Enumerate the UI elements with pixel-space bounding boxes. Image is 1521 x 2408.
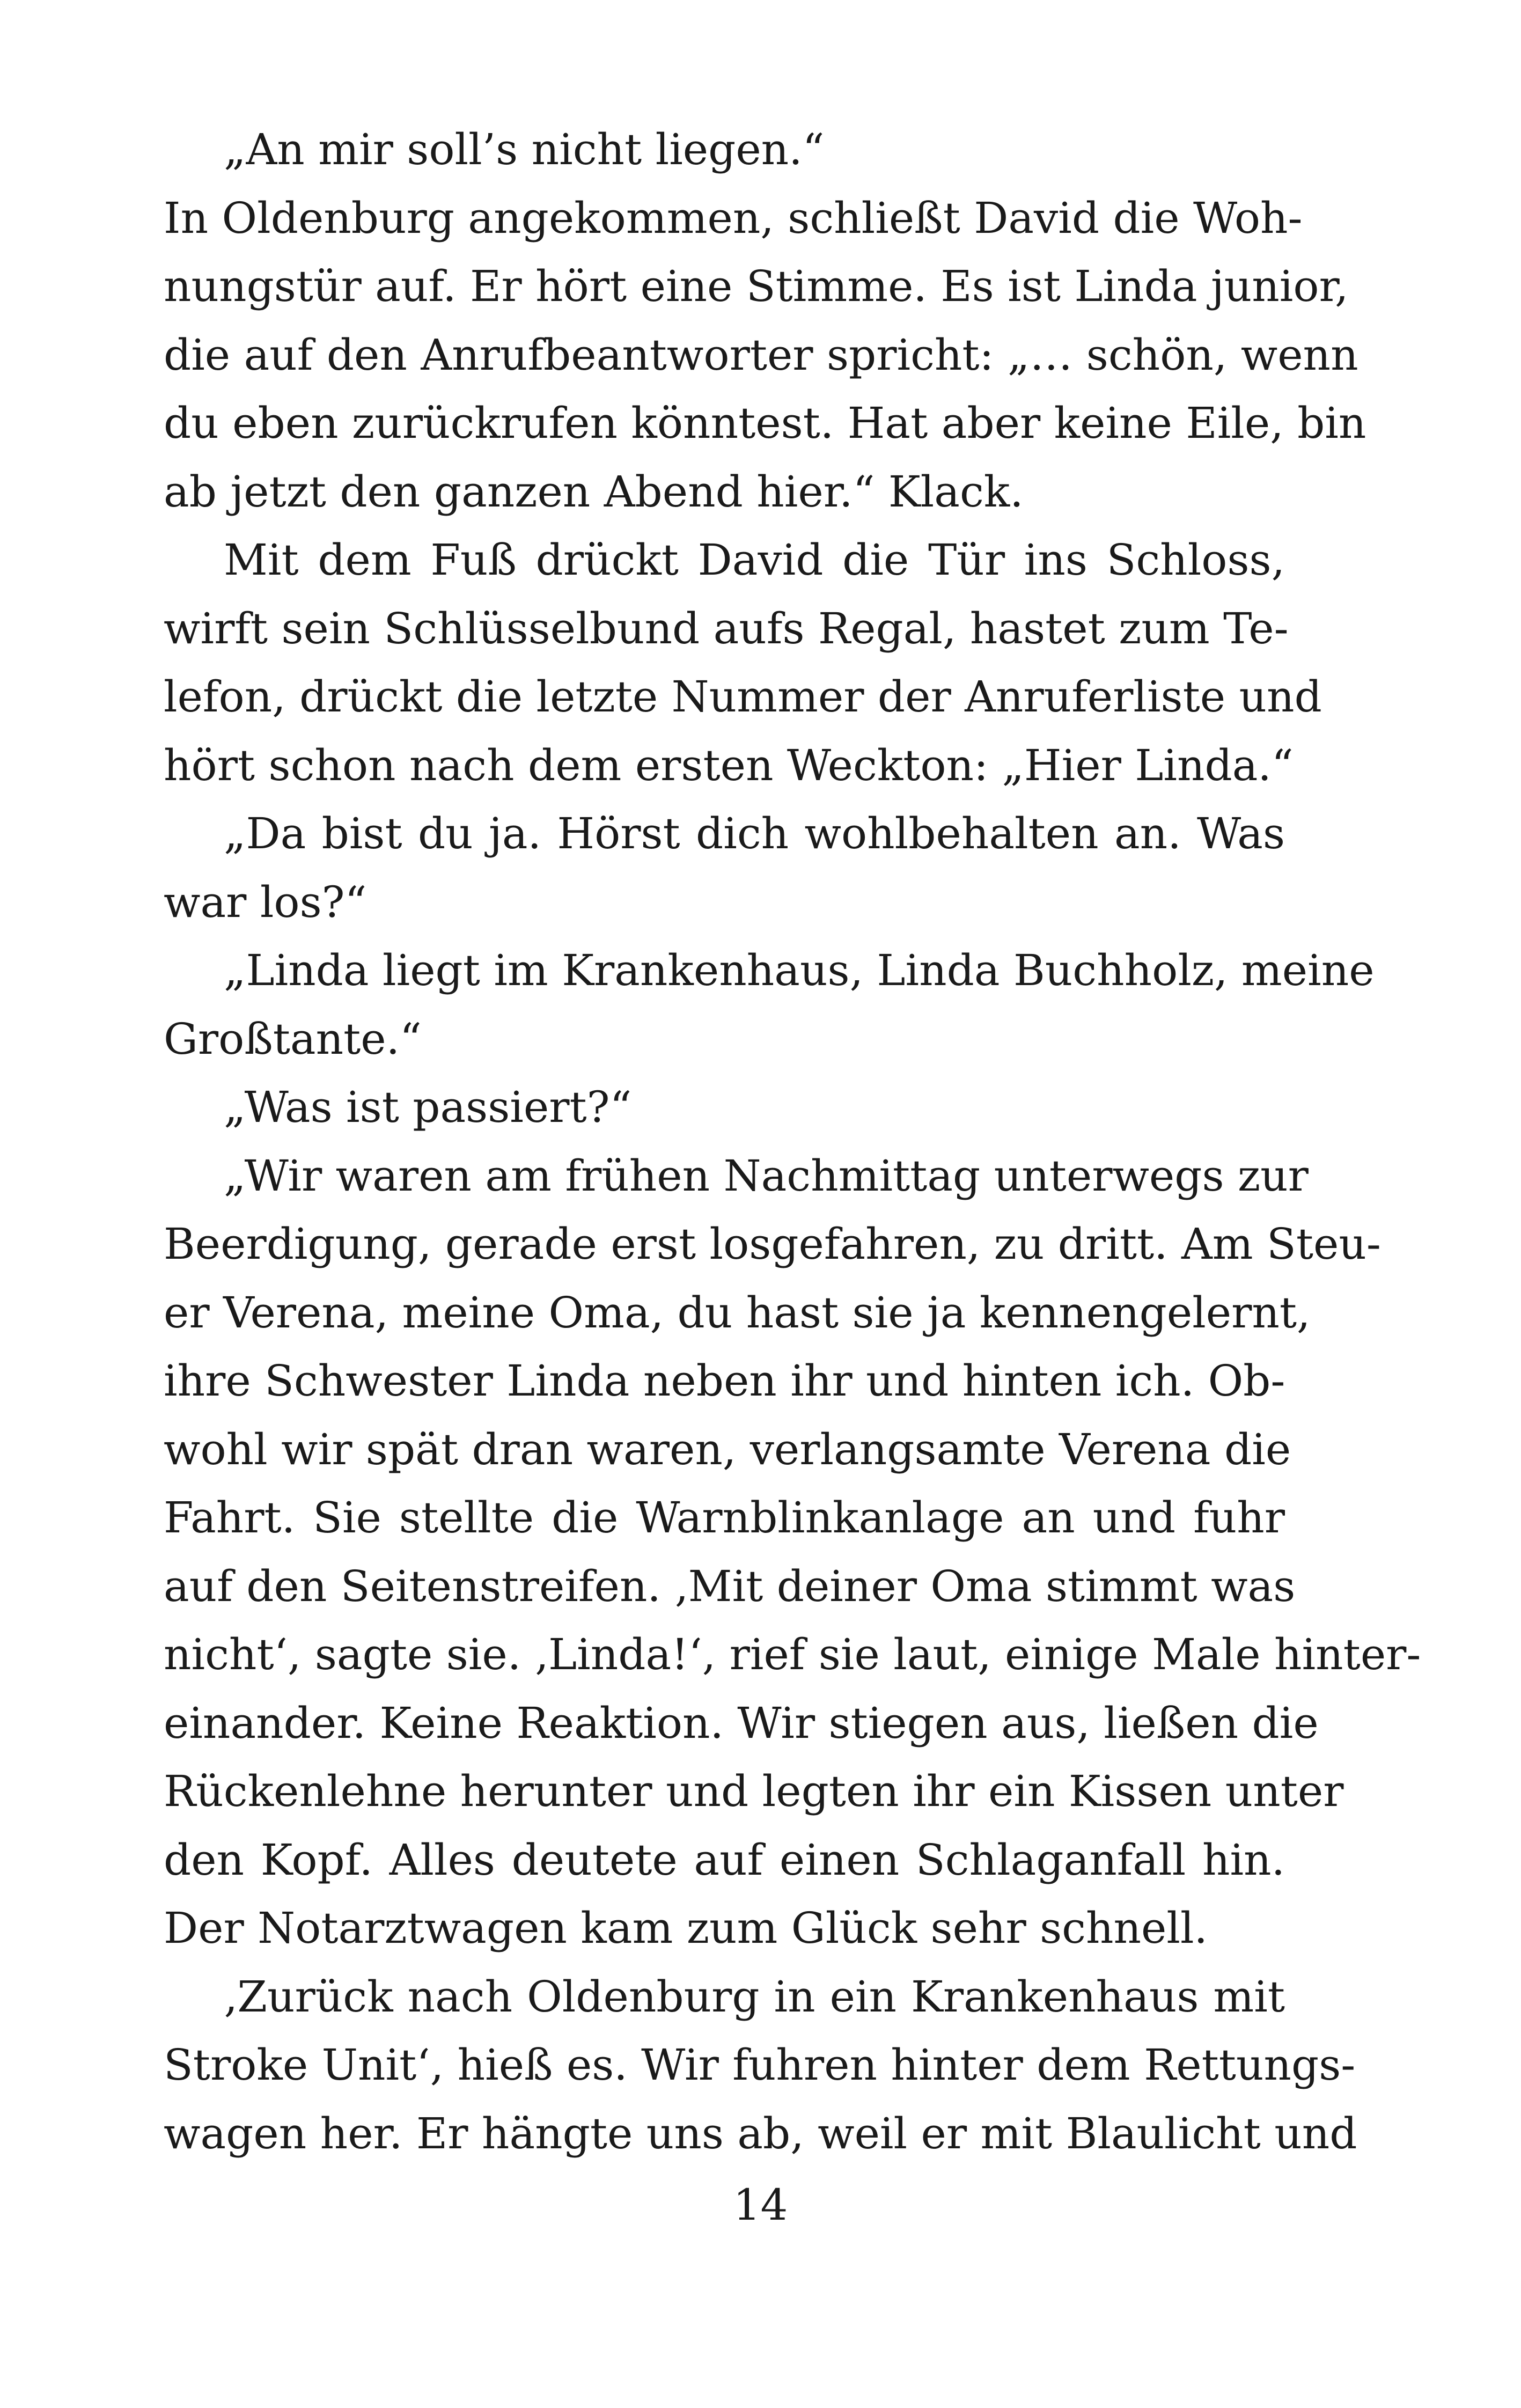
text-line: du eben zurückrufen könntest. Hat aber keine Eile, bin <box>164 398 1366 448</box>
text-line: die auf den Anrufbeantworter spricht: „… schön, wenn <box>164 329 1358 380</box>
text-line: lefon, drückt die letzte Nummer der Anruferliste und <box>164 672 1322 722</box>
text-line: ab jetzt den ganzen Abend hier.“ Klack. <box>164 466 1024 517</box>
text-line: wohl wir spät dran waren, verlangsamte Verena die <box>164 1424 1291 1474</box>
text-line: „Was ist passiert?“ <box>224 1082 632 1132</box>
text-line: Stroke Unit‘, hieß es. Wir fuhren hinter dem Rettungs- <box>164 2040 1356 2090</box>
text-line: auf den Seitenstreifen. ‚Mit deiner Oma stimmt was <box>164 1561 1296 1611</box>
text-line: Großtante.“ <box>164 1014 422 1064</box>
text-line: einander. Keine Reaktion. Wir stiegen aus, ließen die <box>164 1698 1319 1748</box>
text-line: In Oldenburg angekommen, schließt David die Woh- <box>164 193 1303 243</box>
text-line: wagen her. Er hängte uns ab, weil er mit Blaulicht und <box>164 2108 1357 2159</box>
text-line: Rückenlehne herunter und legten ihr ein Kissen unter <box>164 1766 1344 1816</box>
text-line: er Verena, meine Oma, du hast sie ja kennengelernt, <box>164 1287 1311 1338</box>
text-line: hört schon nach dem ersten Weckton: „Hier Linda.“ <box>164 740 1294 790</box>
text-line: Beerdigung, gerade erst losgefahren, zu dritt. Am Steu- <box>164 1219 1381 1269</box>
text-line: Mit dem Fuß drückt David die Tür ins Schloss, <box>224 535 1285 585</box>
text-line: „Wir waren am frühen Nachmittag unterwegs zur <box>224 1150 1309 1201</box>
text-line: war los?“ <box>164 877 367 927</box>
text-line: nungstür auf. Er hört eine Stimme. Es ist Linda junior, <box>164 261 1349 311</box>
page-number: 14 <box>733 2180 788 2230</box>
text-line: wirft sein Schlüsselbund aufs Regal, hastet zum Te- <box>164 603 1289 654</box>
text-line: Fahrt. Sie stellte die Warnblinkanlage an und fuhr <box>164 1493 1285 1543</box>
text-line: „An mir soll’s nicht liegen.“ <box>224 124 825 174</box>
text-line: Der Notarztwagen kam zum Glück sehr schnell. <box>164 1903 1208 1953</box>
text-line: „Linda liegt im Krankenhaus, Linda Buchholz, meine <box>224 945 1375 995</box>
body-text <box>164 115 1421 2168</box>
text-line: den Kopf. Alles deutete auf einen Schlaganfall hin. <box>164 1834 1285 1885</box>
text-line: „Da bist du ja. Hörst dich wohlbehalten an. Was <box>224 809 1285 858</box>
text-line: nicht‘, sagte sie. ‚Linda!‘, rief sie laut, einige Male hinter- <box>164 1629 1421 1679</box>
text-line: ihre Schwester Linda neben ihr und hinten ich. Ob- <box>164 1356 1285 1406</box>
text-line: ‚Zurück nach Oldenburg in ein Krankenhaus mit <box>224 1971 1285 2022</box>
